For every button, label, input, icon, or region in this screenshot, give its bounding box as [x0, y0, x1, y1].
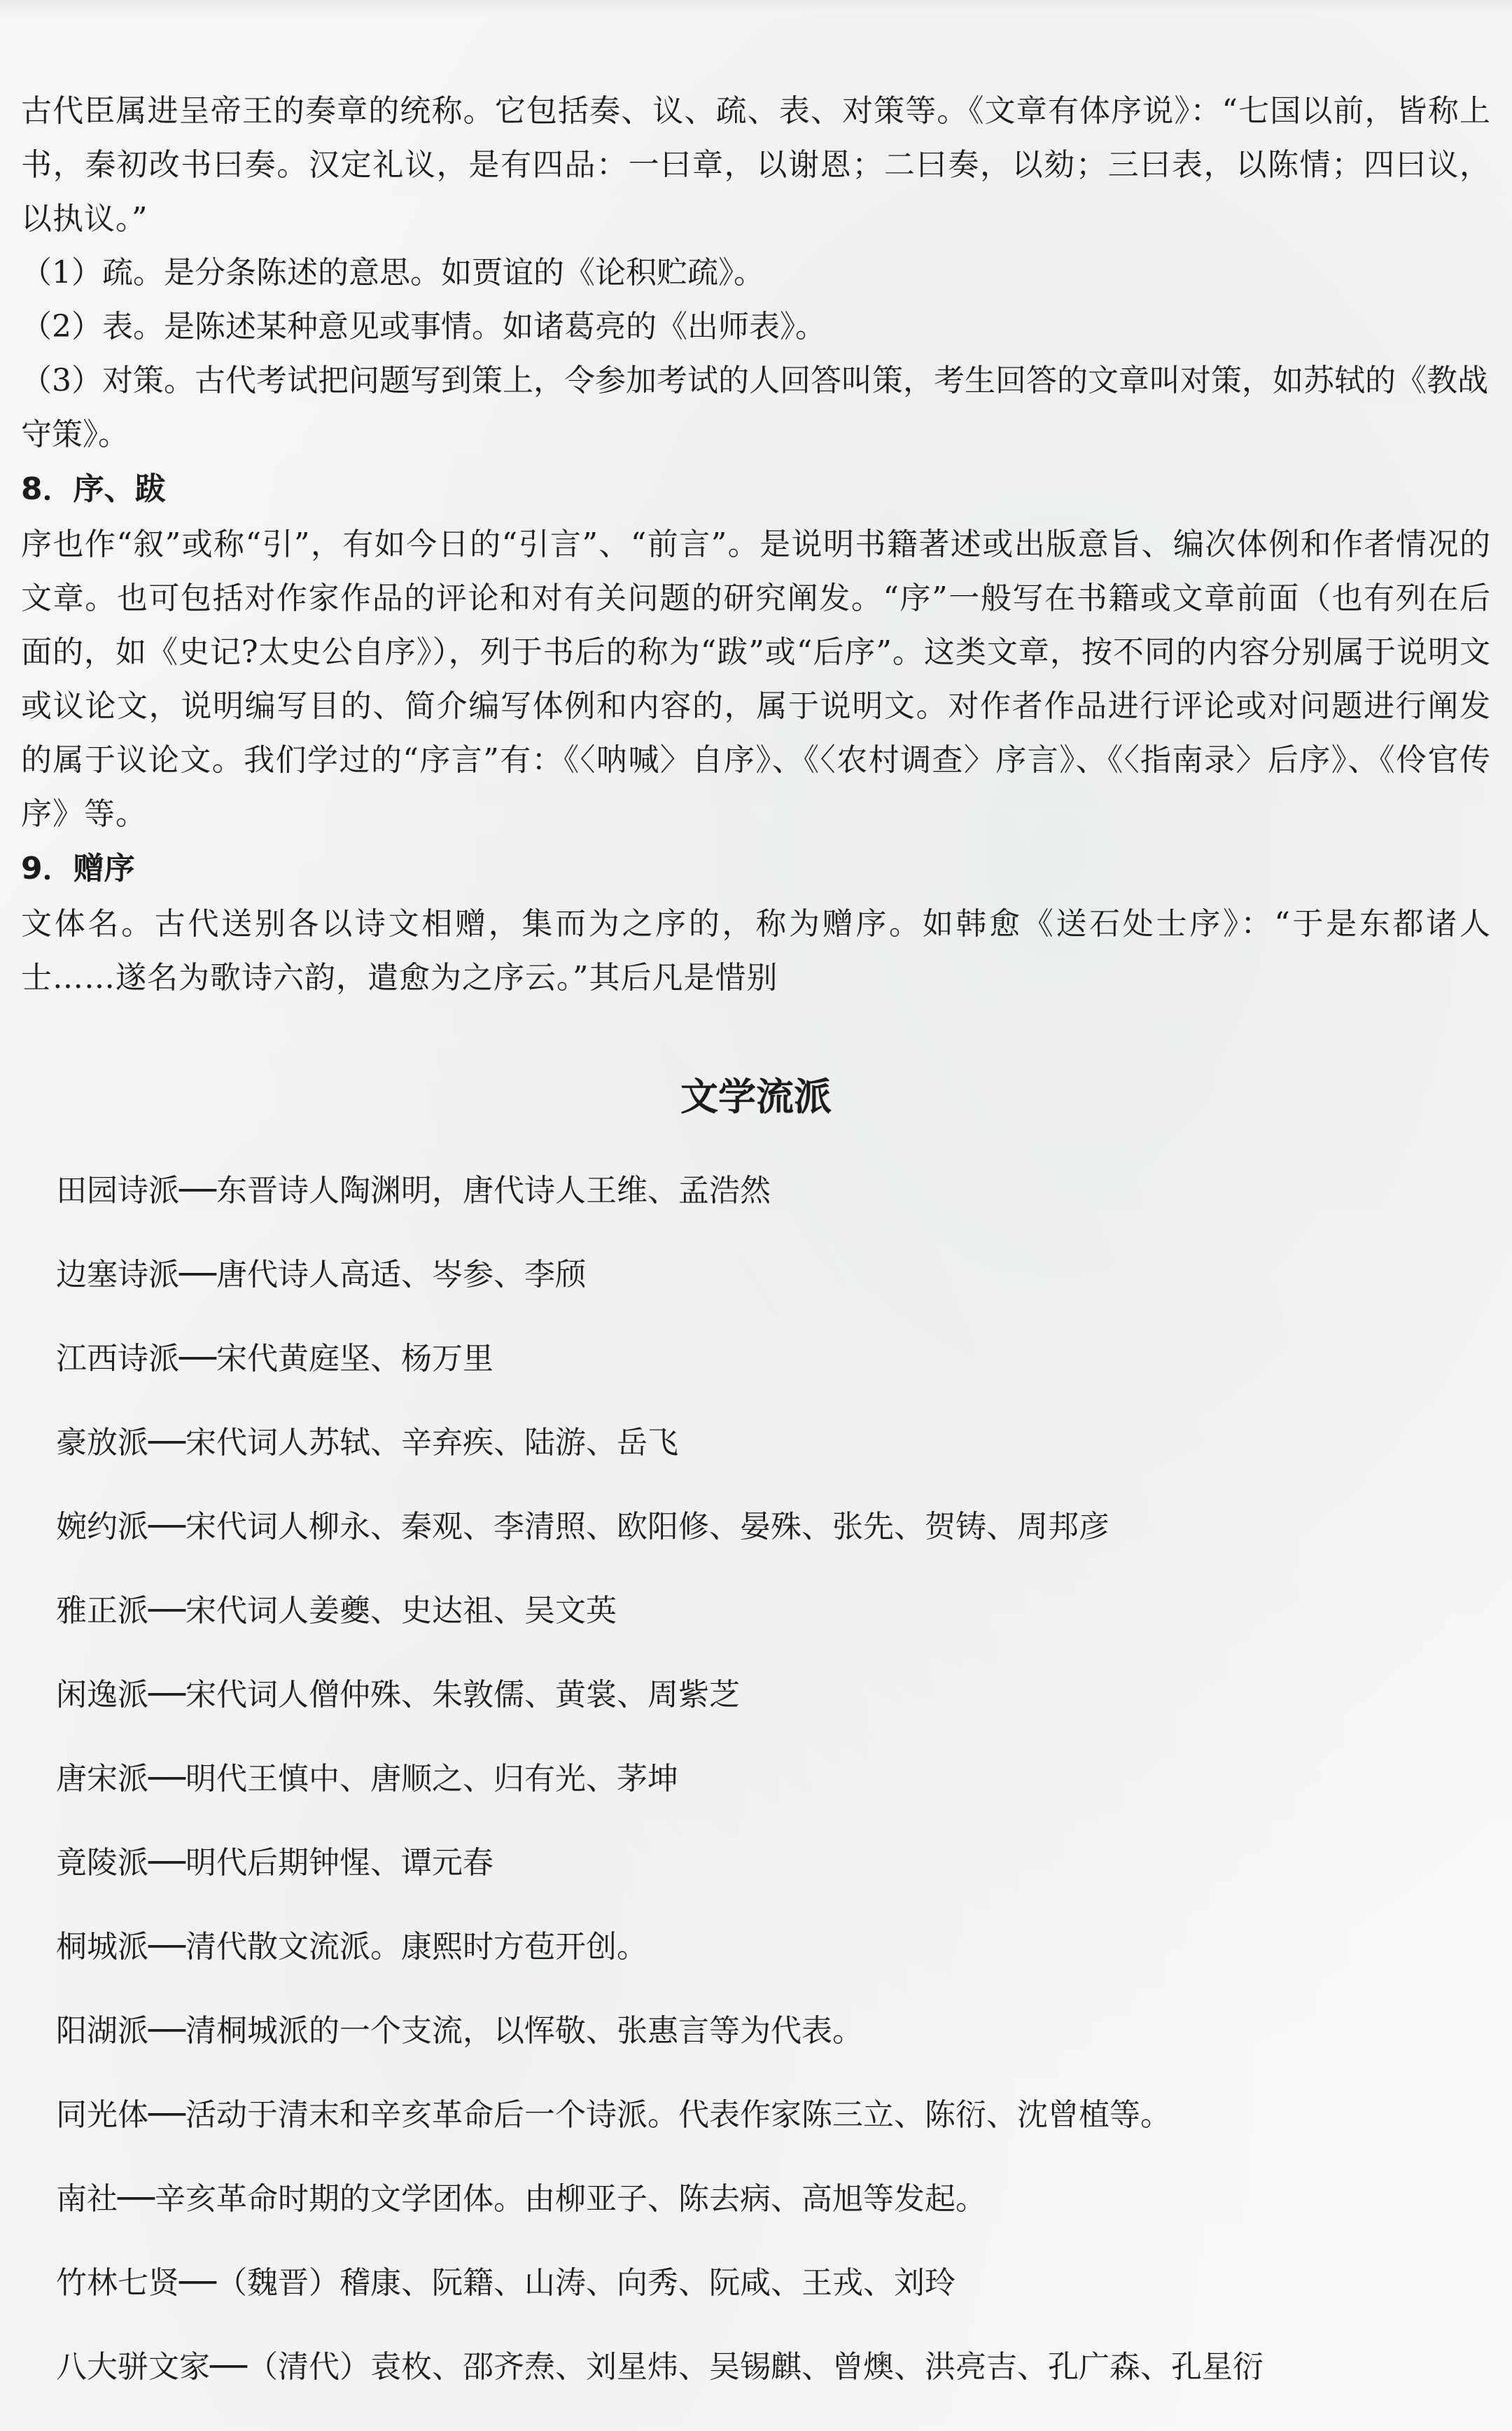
- literary-schools-title: 文学流派: [680, 1075, 832, 1119]
- intro-item-shu: （1）疏。是分条陈述的意思。如贾谊的《论积贮疏》。: [21, 255, 764, 291]
- school-item: 同光体──活动于清末和辛亥革命后一个诗派。代表作家陈三立、陈衍、沈曾植等。: [56, 2097, 1171, 2133]
- school-item: 江西诗派──宋代黄庭坚、杨万里: [56, 1341, 493, 1377]
- document-body: [21, 84, 1491, 1005]
- school-item: 八大骈文家──（清代）袁枚、邵齐焘、刘星炜、吴锡麒、曾燠、洪亮吉、孔广森、孔星衍: [56, 2349, 1264, 2385]
- section-8-heading: 8．序、跋: [21, 471, 166, 507]
- school-item: 竹林七贤──（魏晋）稽康、阮籍、山涛、向秀、阮咸、王戎、刘玲: [56, 2265, 955, 2301]
- top-edge: [0, 0, 1512, 13]
- intro-item-biao: （2）表。是陈述某种意见或事情。如诸葛亮的《出师表》。: [21, 309, 826, 344]
- section-9-paragraph: 文体名。古代送别各以诗文相赠，集而为之序的，称为赠序。如韩愈《送石处士序》：“于是东都诸人士……遂名为歌诗六韵，遣愈为之序云。”其后凡是惜别: [21, 906, 1491, 996]
- school-item: 婉约派──宋代词人柳永、秦观、李清照、欧阳修、晏殊、张先、贺铸、周邦彦: [56, 1509, 1110, 1545]
- school-item: 豪放派──宋代词人苏轼、辛弃疾、陆游、岳飞: [56, 1425, 678, 1461]
- literary-schools-list: [56, 1166, 1484, 2426]
- school-item: 阳湖派──清桐城派的一个支流，以恽敬、张惠言等为代表。: [56, 2013, 863, 2049]
- school-item: 闲逸派──宋代词人僧仲殊、朱敦儒、黄裳、周紫芝: [56, 1677, 740, 1713]
- intro-paragraph: 古代臣属进呈帝王的奏章的统称。它包括奏、议、疏、表、对策等。《文章有体序说》：“七国以前，皆称上书，秦初改书曰奏。汉定礼议，是有四品：一曰章，以谢恩；二曰奏，以劾；三曰表，以陈情；四曰议，以执议。”: [21, 93, 1491, 237]
- intro-item-duice: （3）对策。古代考试把问题写到策上，令参加考试的人回答叫策，考生回答的文章叫对策，如苏轼的《教战守策》。: [21, 363, 1488, 452]
- school-item: 雅正派──宋代词人姜夔、史达祖、吴文英: [56, 1593, 617, 1629]
- section-8-paragraph: 序也作“叙”或称“引”，有如今日的“引言”、“前言”。是说明书籍著述或出版意旨、编次体例和作者情况的文章。也可包括对作家作品的评论和对有关问题的研究阐发。“序”一般写在书籍或文章前面（也有列在后面的，如《史记?太史公自序》），列于书后的称为“跋”或“后序”。这类文章，按不同的内容分别属于说明文或议论文，说明编写目的、简介编写体例和内容的，属于说明文。对作者作品进行评论或对问题进行阐发的属于议论文。我们学过的“序言”有：《〈呐喊〉自序》、《〈农村调查〉序言》、《〈指南录〉后序》、《伶官传序》等。: [21, 527, 1491, 832]
- section-9-heading: 9．赠序: [21, 851, 135, 886]
- school-item: 竟陵派──明代后期钟惺、谭元春: [56, 1845, 493, 1881]
- school-item: 南社──辛亥革命时期的文学团体。由柳亚子、陈去病、高旭等发起。: [56, 2181, 986, 2217]
- school-item: 桐城派──清代散文流派。康熙时方苞开创。: [56, 1929, 648, 1965]
- school-item: 边塞诗派──唐代诗人高适、岑参、李颀: [56, 1257, 586, 1293]
- school-item: 唐宋派──明代王慎中、唐顺之、归有光、茅坤: [56, 1761, 678, 1797]
- school-item: 田园诗派──东晋诗人陶渊明，唐代诗人王维、孟浩然: [56, 1173, 771, 1208]
